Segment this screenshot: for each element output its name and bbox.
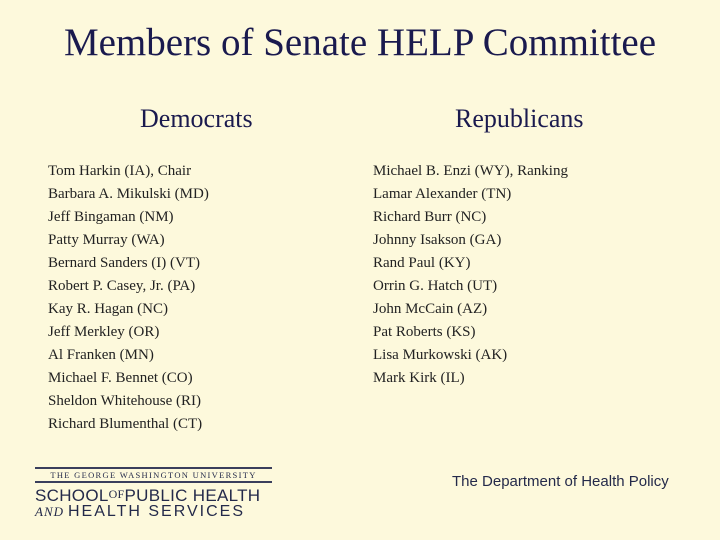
member-list-item: John McCain (AZ) — [373, 301, 488, 317]
page-title: Members of Senate HELP Committee — [63, 21, 657, 64]
member-list-item: Jeff Merkley (OR) — [48, 324, 160, 340]
logo-public-health: PUBLIC HEALTH — [124, 486, 261, 505]
member-list-item: Johnny Isakson (GA) — [373, 232, 502, 248]
department-logo-text: The Department of Health Policy — [452, 473, 669, 490]
member-list-item: Robert P. Casey, Jr. (PA) — [48, 278, 196, 294]
member-list-item: Lamar Alexander (TN) — [373, 186, 512, 202]
logo-and-word: AND — [35, 504, 64, 519]
member-list-item: Bernard Sanders (I) (VT) — [48, 255, 201, 271]
logo-top-rule — [35, 467, 272, 469]
democrats-heading: Democrats — [140, 104, 253, 133]
logo-school-word: SCHOOL — [35, 486, 109, 505]
logo-of-word: OF — [108, 487, 125, 501]
member-list-item: Michael B. Enzi (WY), Ranking — [373, 163, 568, 179]
member-list-item: Sheldon Whitehouse (RI) — [48, 393, 202, 409]
member-list-item: Kay R. Hagan (NC) — [48, 301, 168, 317]
member-list-item: Pat Roberts (KS) — [373, 324, 476, 340]
member-list-item: Michael F. Bennet (CO) — [48, 370, 193, 386]
logo-bottom-rule — [35, 481, 272, 483]
logo-university-name: THE GEORGE WASHINGTON UNIVERSITY — [50, 470, 257, 480]
member-list-item: Al Franken (MN) — [48, 347, 154, 363]
member-list-item: Rand Paul (KY) — [373, 255, 471, 271]
member-list-item: Orrin G. Hatch (UT) — [373, 278, 498, 294]
logo-and-line — [35, 502, 275, 522]
member-list-item: Barbara A. Mikulski (MD) — [48, 186, 209, 202]
member-list-item: Lisa Murkowski (AK) — [373, 347, 508, 363]
member-list-item: Richard Blumenthal (CT) — [48, 416, 203, 432]
gwu-sphhs-logo — [35, 464, 275, 524]
logo-health-services: HEALTH SERVICES — [68, 503, 246, 520]
member-list-item: Richard Burr (NC) — [373, 209, 487, 225]
republicans-heading: Republicans — [455, 104, 584, 133]
member-list-item: Patty Murray (WA) — [48, 232, 165, 248]
democrats-member-list — [48, 160, 209, 436]
member-list-item: Jeff Bingaman (NM) — [48, 209, 174, 225]
republicans-member-list — [373, 160, 568, 390]
member-list-item: Tom Harkin (IA), Chair — [48, 163, 192, 179]
member-list-item: Mark Kirk (IL) — [373, 370, 465, 386]
